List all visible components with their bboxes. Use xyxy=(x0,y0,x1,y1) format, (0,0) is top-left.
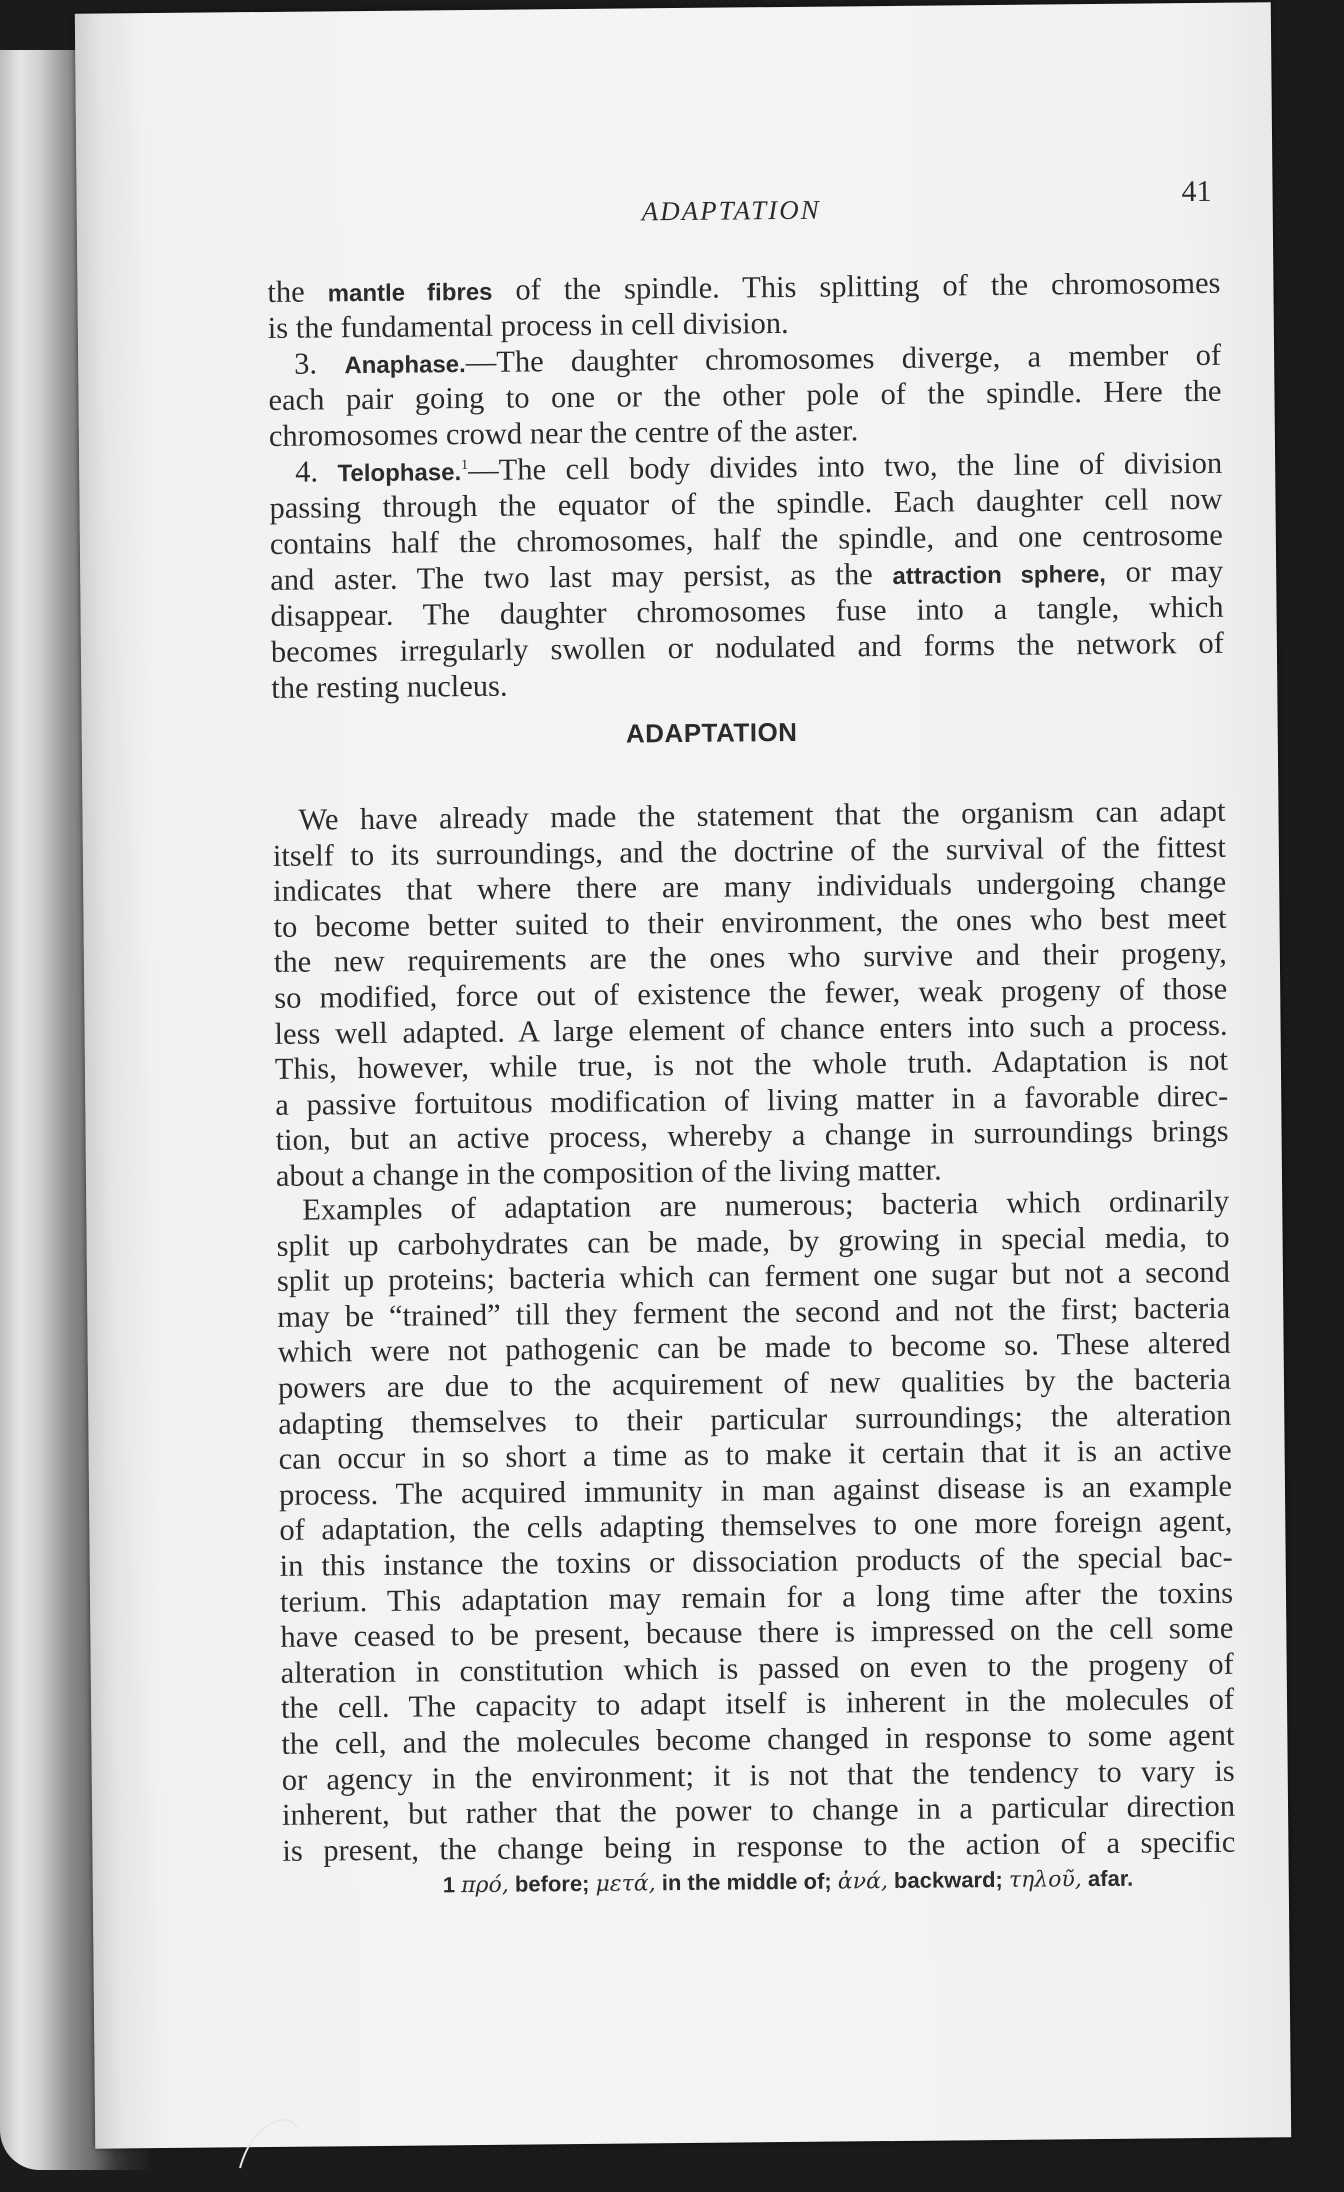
footnote-mark: 1 xyxy=(442,1872,456,1898)
text-line: about a change in the composition of the living matter. xyxy=(275,1152,942,1193)
footnote-reference: 1 xyxy=(461,457,469,473)
text-line: each pair going to one or the other pole of the spindle. Here the xyxy=(268,373,1222,417)
text-line: This, however, while true, is not the whole truth. Adaptation is not xyxy=(274,1042,1229,1087)
footnote-text: backward; xyxy=(887,1866,1010,1894)
text-line: is present, the change being in response to the action of a specific xyxy=(282,1824,1236,1868)
text-line: the resting nucleus. xyxy=(271,668,508,705)
footnote-text: in the middle of; xyxy=(655,1868,838,1896)
text-line: less well adapted. A large element of chance enters into such a process. xyxy=(274,1007,1228,1051)
text-span: —The daughter chromosomes diverge, a member of xyxy=(465,337,1222,380)
running-head: ADAPTATION xyxy=(641,194,821,227)
text-span: —The cell body divides into two, the line of division xyxy=(467,445,1223,488)
text-line: have ceased to be present, because there is impressed on the cell some xyxy=(280,1610,1234,1655)
text-line: Examples of adaptation are numerous; bacteria which ordinarily xyxy=(302,1183,1230,1227)
text-line: We have already made the statement that the organism can adapt xyxy=(298,793,1226,837)
bold-term: attraction sphere, xyxy=(892,560,1107,590)
text-line: may be “trained” till they ferment the second and not the first; bacteria xyxy=(277,1290,1231,1334)
text-span: 3. xyxy=(293,346,345,381)
text-line: in this instance the toxins or dissociation products of the special bac- xyxy=(279,1539,1233,1583)
page-number: 41 xyxy=(1181,174,1212,209)
text-line: alteration in constitution which is passed on even to the progeny of xyxy=(280,1646,1234,1690)
text-line: can occur in so short a time as to make it certain that it is an active xyxy=(278,1432,1232,1477)
text-line: inherent, but rather that the power to change in a particular direction xyxy=(281,1788,1236,1833)
text-line: of adaptation, the cells adapting themselves to one more foreign agent, xyxy=(279,1504,1233,1548)
text-line: itself to its surroundings, and the doctrine of the survival of the fittest xyxy=(272,829,1226,873)
text-line: becomes irregularly swollen or nodulated and forms the network of xyxy=(270,625,1225,669)
text-line: disappear. The daughter chromosomes fuse into a tangle, which xyxy=(270,589,1224,633)
text-span: 4. xyxy=(295,454,338,489)
text-line: tion, but an active process, whereby a change in surroundings brings xyxy=(275,1114,1229,1158)
section-heading: ADAPTATION xyxy=(625,716,798,749)
greek-word: τηλοῦ, xyxy=(1008,1867,1082,1893)
text-span: or may xyxy=(1105,553,1224,589)
greek-word: ἀνά, xyxy=(837,1869,889,1895)
greek-word: μετά, xyxy=(595,1871,656,1897)
greek-word: πρό, xyxy=(461,1872,509,1899)
text-line: contains half the chromosomes, half the spindle, and one centrosome xyxy=(269,517,1223,561)
text-line: terium. This adaptation may remain for a long time after the toxins xyxy=(279,1575,1234,1619)
page-content xyxy=(185,3,1245,2148)
text-line: split up proteins; bacteria which can ferment one sugar but not a second xyxy=(276,1254,1231,1299)
text-line: is the fundamental process in cell division. xyxy=(267,305,789,345)
footnote-text: before; xyxy=(508,1870,596,1897)
bold-term: mantle fibres xyxy=(327,278,493,308)
scratch-mark xyxy=(235,2110,305,2170)
page xyxy=(75,2,1291,2148)
text-span: of the spindle. This splitting of the chromosomes xyxy=(492,265,1221,307)
footnote-text: afar. xyxy=(1081,1865,1134,1892)
footnote xyxy=(443,1866,1134,1899)
text-line: the new requirements are the ones who survive and their progeny, xyxy=(273,936,1228,980)
text-line: a passive fortuitous modification of living matter in a favorable direc- xyxy=(275,1078,1229,1122)
text-line: so modified, force out of existence the fewer, weak progeny of those xyxy=(274,971,1228,1015)
bold-term: Telophase. xyxy=(337,459,462,488)
text-line: chromosomes crowd near the centre of the aster. xyxy=(268,413,859,453)
text-line: adapting themselves to their particular surroundings; the alteration xyxy=(278,1397,1232,1441)
text-span: and aster. The two last may persist, as the xyxy=(270,556,893,597)
text-line: to become better suited to their environment, the ones who best meet xyxy=(273,900,1227,944)
text-line: passing through the equator of the spindle. Each daughter cell now xyxy=(269,481,1223,525)
text-line: which were not pathogenic can be made to become so. These altered xyxy=(277,1326,1231,1370)
text-line: indicates that where there are many individuals undergoing change xyxy=(273,864,1227,909)
text-line: powers are due to the acquirement of new qualities by the bacteria xyxy=(277,1361,1232,1405)
bold-term: Anaphase. xyxy=(344,351,466,380)
text-line: or agency in the environment; it is not that the tendency to vary is xyxy=(281,1753,1235,1797)
text-line: the cell. The capacity to adapt itself is inherent in the molecules of xyxy=(280,1682,1235,1726)
text-line: the cell, and the molecules become changed in response to some agent xyxy=(281,1717,1235,1761)
text-line: split up carbohydrates can be made, by growing in special media, to xyxy=(276,1219,1230,1263)
text-span: the xyxy=(267,274,328,309)
text-line: process. The acquired immunity in man against disease is an example xyxy=(278,1468,1233,1512)
